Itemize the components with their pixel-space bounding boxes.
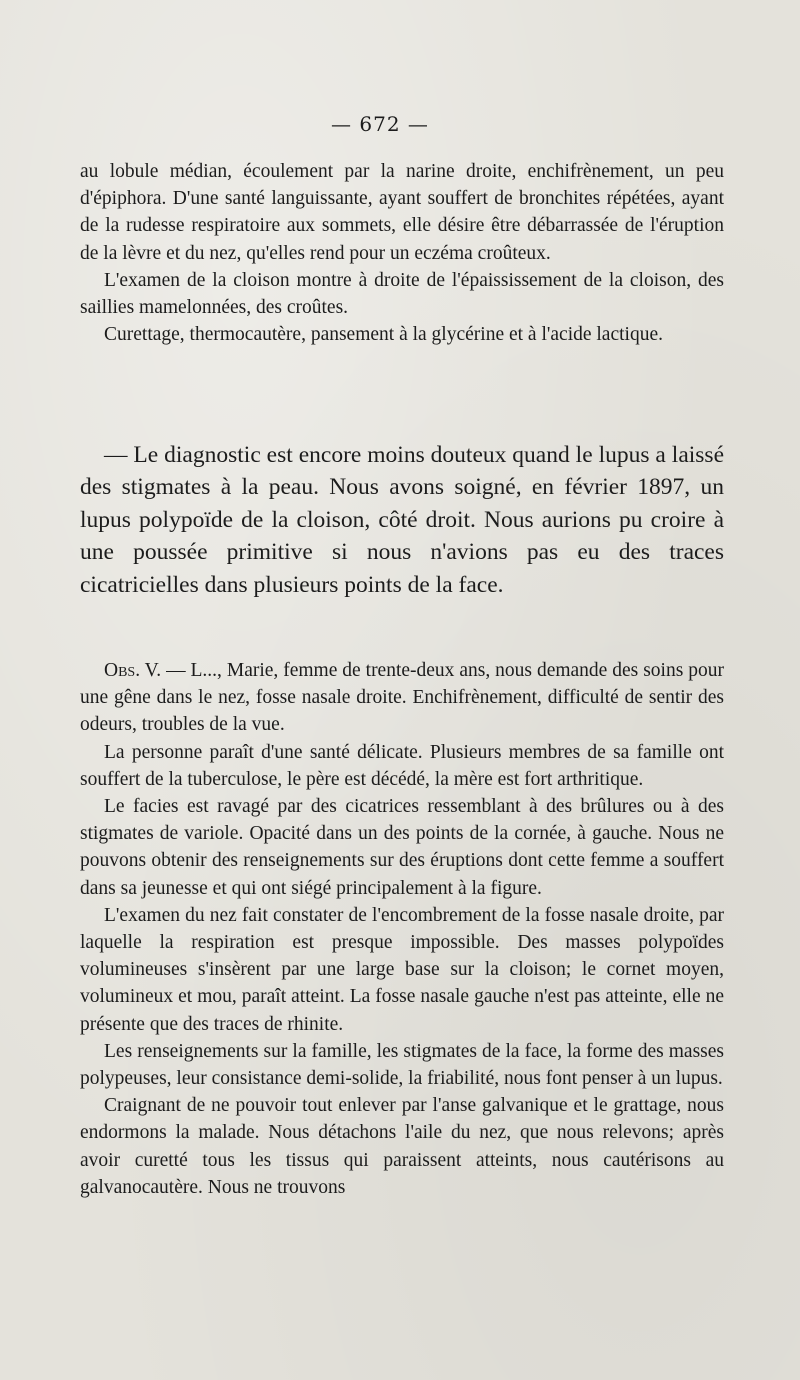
observation-section: [80, 657, 724, 1201]
observation-paragraph-3: Le facies est ravagé par des cicatrices ressemblant à des brûlures ou à des stigmates de variole. Opacité dans un des points de la cornée, à gauche. Nous ne pouvons obtenir des renseignements sur des éruptions dont cette femme a souffert dans sa jeunesse et qui ont siégé principalement à la figure.: [80, 796, 724, 899]
main-section: [80, 439, 724, 601]
main-paragraph: — Le diagnostic est encore moins douteux quand le lupus a laissé des stigmates à la peau. Nous avons soigné, en février 1897, un lupus polypoïde de la cloison, côté droit. Nous aurions pu croire à une poussée primitive si nous n'avions pas eu des traces cicatricielles dans plusieurs points de la face.: [80, 442, 724, 598]
observation-paragraph-1: [80, 657, 724, 739]
observation-label: Obs. V.: [104, 660, 162, 681]
page-number: — 672 —: [331, 112, 429, 136]
intro-paragraph-2: L'examen de la cloison montre à droite de l'épaississement de la cloison, des saillies mamelonnées, des croûtes.: [80, 269, 724, 319]
observation-paragraph-6: Craignant de ne pouvoir tout enlever par l'anse galvanique et le grattage, nous endormons la malade. Nous détachons l'aile du nez, que nous relevons; après avoir curetté tous les tissus qui paraissent atteints, nous cautérisons au galvanocautère. Nous ne trouvons: [80, 1095, 724, 1198]
observation-paragraph-5: Les renseignements sur la famille, les stigmates de la face, la forme des masses polypeuses, leur consistance demi-solide, la friabilité, nous font penser à un lupus.: [80, 1040, 724, 1090]
intro-section: [80, 158, 724, 348]
intro-paragraph-3: Curettage, thermocautère, pansement à la glycérine et à l'acide lactique.: [104, 324, 663, 346]
intro-paragraph-1: au lobule médian, écoulement par la narine droite, enchifrènement, un peu d'épiphora. D'une santé languissante, ayant souffert de bronchites répétées, ayant de la rudesse respiratoire aux sommets, elle désire être débarrassée de l'éruption de la lèvre et du nez, qu'elles rend pour un eczéma croûteux.: [80, 161, 724, 264]
observation-paragraph-4: L'examen du nez fait constater de l'encombrement de la fosse nasale droite, par laquelle la respiration est presque impossible. Des masses polypoïdes volumineuses s'insèrent par une large base sur la cloison; le cornet moyen, volumineux et mou, paraît atteint. La fosse nasale gauche n'est pas atteinte, elle ne présente que des traces de rhinite.: [80, 904, 724, 1035]
observation-intro-text: — L..., Marie, femme de trente-deux ans, nous demande des soins pour une gêne dans le nez, fosse nasale droite. Enchifrènement, difficulté de sentir des odeurs, troubles de la vue.: [80, 660, 724, 736]
observation-paragraph-2: La personne paraît d'une santé délicate. Plusieurs membres de sa famille ont souffert de la tuberculose, le père est décédé, la mère est fort arthritique.: [80, 741, 724, 790]
